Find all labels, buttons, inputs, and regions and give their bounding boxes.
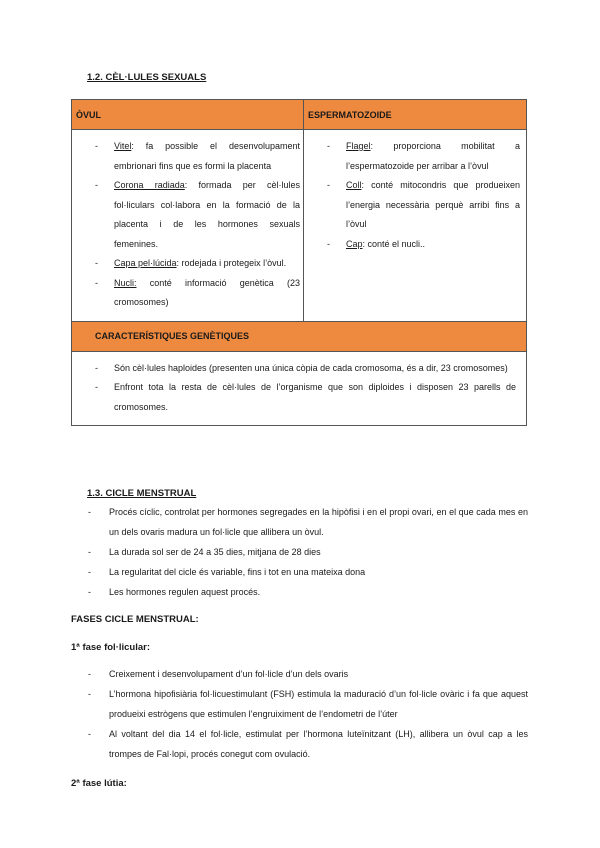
phase1-block [86, 664, 528, 764]
ovul-parts-list [91, 137, 300, 313]
section-heading-cellules-sexuals: 1.2. CÈL·LULES SEXUALS [87, 72, 207, 83]
term-label: Flagel [346, 141, 371, 151]
cicle-menstrual-list [86, 502, 528, 602]
term-label: Corona radiada [114, 180, 185, 190]
list-item [91, 137, 300, 176]
phase1-title: 1ª fase fol·licular: [71, 642, 151, 653]
table-header-espermatozoide: ESPERMATOZOIDE [304, 100, 527, 130]
list-item: - L’hormona hipofisiària fol·licuestimulant (FSH) estimula la maduració d’un fol·licle ovàric i fa que aquest produeixi estrògens que estimulen l’engruiximent de l’endometri de l’úter [86, 684, 528, 724]
sexual-cells-table [71, 99, 527, 426]
list-item [91, 176, 300, 254]
term-label: Coll [346, 180, 362, 190]
term-description: : proporciona mobilitat a l’espermatozoide per arribar a l’òvul [346, 141, 520, 171]
list-item [91, 274, 300, 313]
phase1-list [86, 664, 528, 764]
fases-heading: FASES CICLE MENSTRUAL: [71, 614, 199, 625]
term-label: Vitel [114, 141, 132, 151]
phase2-title: 2ª fase lútia: [71, 778, 127, 789]
ovul-cell [72, 130, 304, 322]
list-item: - Al voltant del dia 14 el fol·licle, estimulat per l’hormona luteïnitzant (LH), allibera un òvul cap a les trompes de Fal·lopi, procés conegut com ovulació. [86, 724, 528, 764]
list-item: - Creixement i desenvolupament d’un fol·licle d’un dels ovaris [86, 664, 528, 684]
espermatozoide-cell [304, 130, 527, 322]
term-label: Capa pel·lúcida [114, 258, 177, 268]
list-item: - La durada sol ser de 24 a 35 dies, mitjana de 28 dies [86, 542, 528, 562]
list-item: - Les hormones regulen aquest procés. [86, 582, 528, 602]
list-item [323, 176, 520, 235]
term-description: : fa possible el desenvolupament embrionari fins que es formi la placenta [114, 141, 300, 171]
list-item: - La regularitat del cicle és variable, fins i tot en una mateixa dona [86, 562, 528, 582]
genetic-cell [72, 351, 527, 426]
term-label: Cap [346, 238, 363, 249]
term-description: : conté el nucli.. [362, 238, 426, 249]
term-description: : formada per cèl·lules fol·liculars col·labora en la formació de la placenta i de les hormones sexuals femenines. [114, 180, 300, 249]
list-item: - Procés cíclic, controlat per hormones segregades en la hipòfisi i en el propi ovari, en el que cada mes en un dels ovaris madura un fol·licle que allibera un òvul. [86, 502, 528, 542]
term-label: Nucli: [114, 277, 137, 288]
term-description: conté informació genètica (23 cromosomes) [114, 277, 300, 307]
list-item [323, 137, 520, 176]
list-item: - Són cèl·lules haploides (presenten una única còpia de cada cromosoma, és a dir, 23 cromosomes) [91, 359, 516, 379]
table-header-caracteristiques: CARACTERÍSTIQUES GENÈTIQUES [72, 321, 527, 351]
list-item [323, 235, 520, 255]
list-item [91, 254, 300, 274]
genetic-characteristics-list [91, 359, 516, 418]
table-header-ovul: ÒVUL [72, 100, 304, 130]
cicle-menstrual-block [86, 502, 528, 602]
espermatozoide-parts-list [323, 137, 520, 254]
list-item: - Enfront tota la resta de cèl·lules de l’organisme que son diploides i disposen 23 parells de cromosomes. [91, 378, 516, 417]
section-heading-cicle-menstrual: 1.3. CICLE MENSTRUAL [87, 488, 197, 499]
term-description: : conté mitocondris que produeixen l’energia necessària perquè arribi fins a l’òvul [346, 180, 520, 229]
term-description: : rodejada i protegeix l’òvul. [176, 258, 287, 268]
